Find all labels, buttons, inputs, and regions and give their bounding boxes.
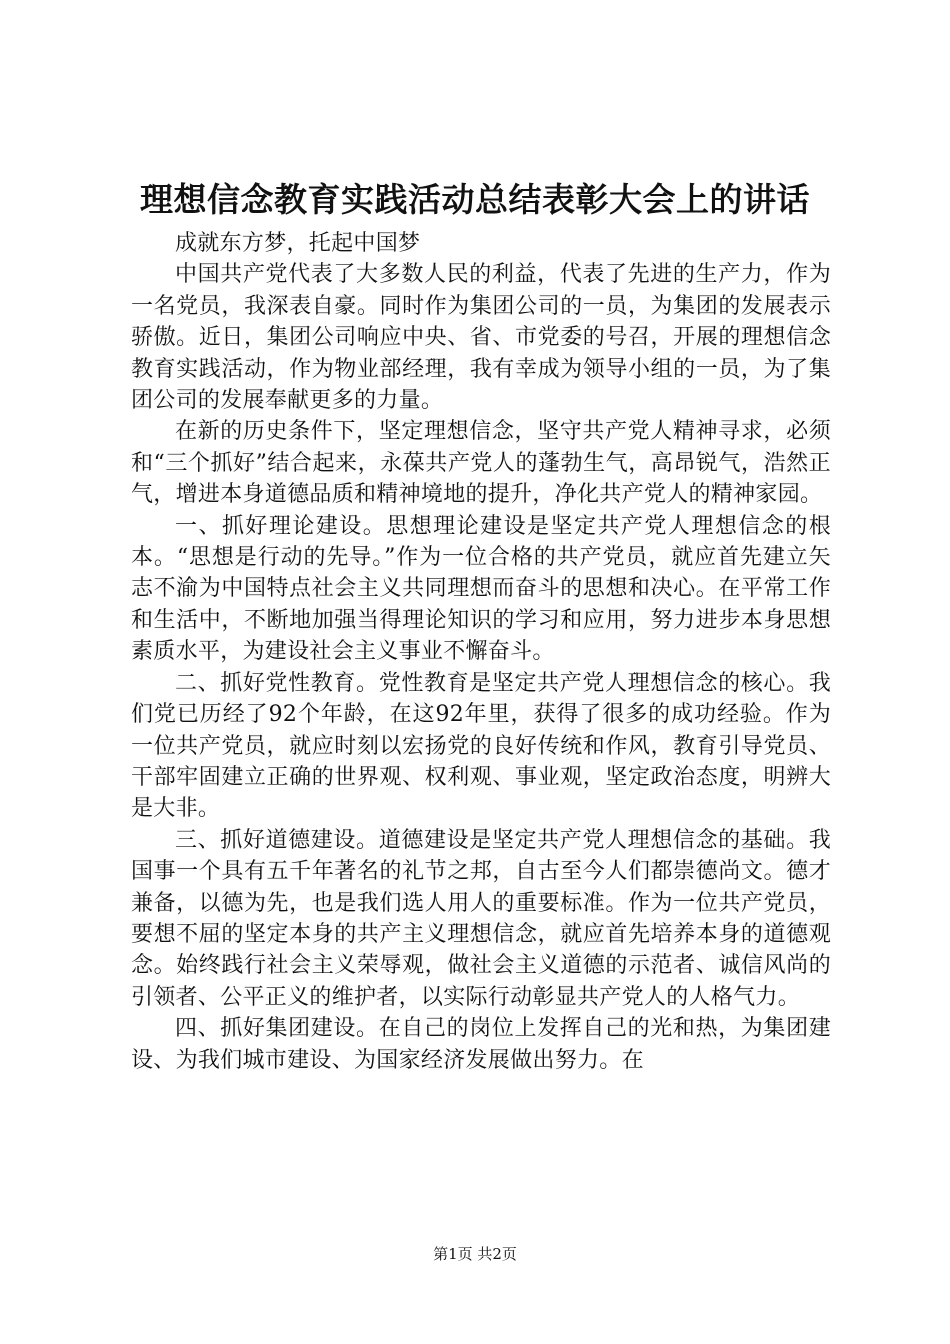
body-paragraph: 二、抓好党性教育。党性教育是坚定共产党人理想信念的核心。我们党已历经了92个年龄，在这92年里，获得了很多的成功经验。作为一位共产党员，就应时刻以宏扬党的良好传统和作风，教育引导党员、干部牢固建立正确的世界观、权利观、事业观，坚定政治态度，明辨大是大非。 bbox=[131, 670, 831, 822]
body-paragraph: 在新的历史条件下，坚定理想信念，坚守共产党人精神寻求，必须和“三个抓好”结合起来，永葆共产党人的蓬勃生气，高昂锐气，浩然正气，增进本身道德品质和精神境地的提升，净化共产党人的精神家园。 bbox=[131, 419, 831, 508]
page-footer: 第1页 共2页 bbox=[433, 1245, 517, 1263]
document-body bbox=[131, 228, 831, 1076]
subtitle-paragraph: 成就东方梦，托起中国梦 bbox=[175, 231, 421, 256]
body-paragraph: 四、抓好集团建设。在自己的岗位上发挥自己的光和热，为集团建设、为我们城市建设、为国家经济发展做出努力。在 bbox=[131, 1016, 831, 1073]
document-title: 理想信念教育实践活动总结表彰大会上的讲话 bbox=[140, 180, 810, 219]
body-paragraph: 三、抓好道德建设。道德建设是坚定共产党人理想信念的基础。我国事一个具有五千年著名的礼节之邦，自古至今人们都崇德尚文。德才兼备，以德为先，也是我们选人用人的重要标准。作为一位共产党员，要想不屈的坚定本身的共产主义理想信念，就应首先培养本身的道德观念。始终践行社会主义荣辱观，做社会主义道德的示范者、诚信风尚的引领者、公平正义的维护者，以实际行动彰显共产党人的人格气力。 bbox=[131, 827, 831, 1010]
body-paragraph: 一、抓好理论建设。思想理论建设是坚定共产党人理想信念的根本。“思想是行动的先导。”作为一位合格的共产党员，就应首先建立矢志不渝为中国特点社会主义共同理想而奋斗的思想和决心。在平常工作和生活中，不断地加强当得理论知识的学习和应用，努力进步本身思想素质水平，为建设社会主义事业不懈奋斗。 bbox=[131, 513, 831, 665]
body-paragraph: 中国共产党代表了大多数人民的利益，代表了先进的生产力，作为一名党员，我深表自豪。同时作为集团公司的一员，为集团的发展表示骄傲。近日，集团公司响应中央、省、市党委的号召，开展的理想信念教育实践活动，作为物业部经理，我有幸成为领导小组的一员，为了集团公司的发展奉献更多的力量。 bbox=[131, 262, 831, 414]
